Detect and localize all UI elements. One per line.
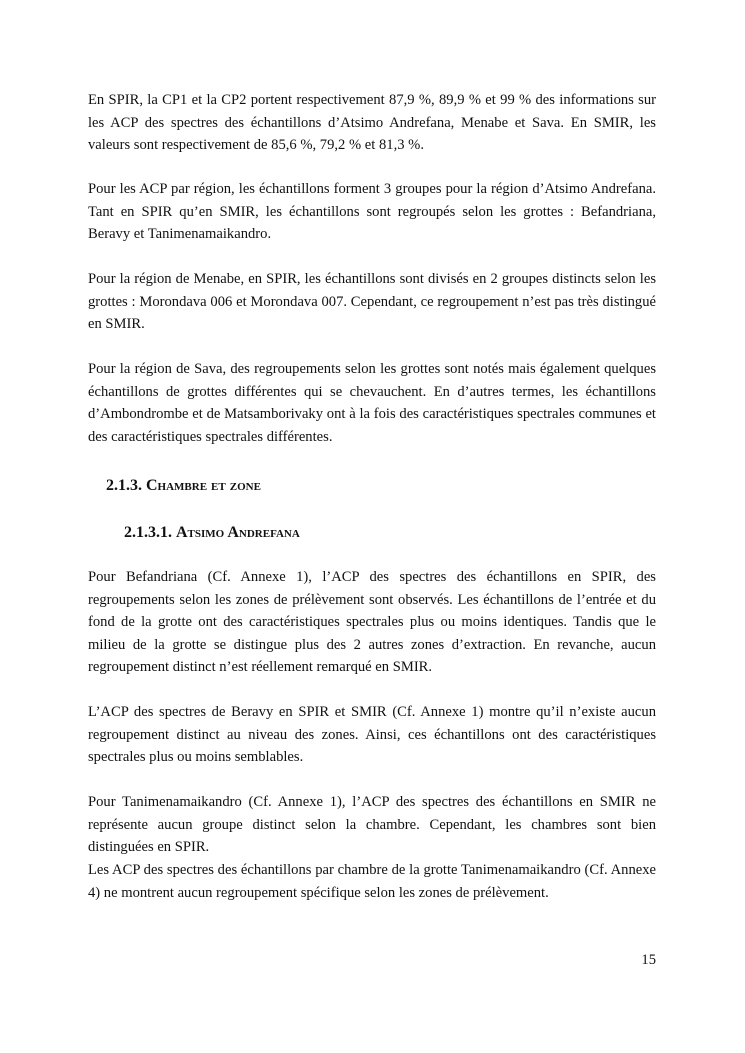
paragraph-beravy: L’ACP des spectres de Beravy en SPIR et SMIR (Cf. Annexe 1) montre qu’il n’existe aucun regroupement distinct au niveau des zones. Ainsi, ces échantillons ont des caractéristiques spectrales plus ou moins semblables. <box>88 704 656 766</box>
section-number: 2.1.3. <box>106 477 142 494</box>
subsection-title: Atsimo Andrefana <box>176 524 300 541</box>
page-number: 15 <box>641 952 656 968</box>
paragraph-chambre-zones: Les ACP des spectres des échantillons par chambre de la grotte Tanimenamaikandro (Cf. Annexe 4) ne montrent aucun regroupement spécifique selon les zones de prélèvement. <box>88 862 656 901</box>
paragraph-tanimenamaikandro: Pour Tanimenamaikandro (Cf. Annexe 1), l’ACP des spectres des échantillons en SMIR ne représente aucun groupe distinct selon la chambre. Cependant, les chambres sont bien distinguées en SPIR. <box>88 794 656 856</box>
paragraph-region-groups: Pour les ACP par région, les échantillons forment 3 groupes pour la région d’Atsimo Andrefana. Tant en SPIR qu’en SMIR, les échantillons sont regroupés selon les grottes : Befandriana, Beravy et Tanimenamaikandro. <box>88 181 656 243</box>
paragraph-befandriana: Pour Befandriana (Cf. Annexe 1), l’ACP des spectres des échantillons en SPIR, des regroupements selon les zones de prélèvement sont observés. Les échantillons de l’entrée et du fond de la grotte ont des caractéristiques spectrales plus ou moins identiques. Tandis que le milieu de la grotte se distingue plus des 2 autres zones d’extraction. En revanche, aucun regroupement distinct n’est réellement remarqué en SMIR. <box>88 569 656 676</box>
section-title: Chambre et zone <box>146 477 261 494</box>
subsection-number: 2.1.3.1. <box>124 524 172 541</box>
paragraph-sava: Pour la région de Sava, des regroupements selon les grottes sont notés mais également quelques échantillons de grottes différentes qui se chevauchent. En d’autres termes, les échantillons d’Ambondrombe et de Matsamborivaky ont à la fois des caractéristiques spectrales communes et des caractéristiques spectrales différentes. <box>88 361 656 445</box>
section-heading-2-1-3 <box>106 475 261 497</box>
subsection-heading-2-1-3-1 <box>124 522 300 544</box>
paragraph-variance: En SPIR, la CP1 et la CP2 portent respectivement 87,9 %, 89,9 % et 99 % des informations sur les ACP des spectres des échantillons d’Atsimo Andrefana, Menabe et Sava. En SMIR, les valeurs sont respectivement de 85,6 %, 79,2 % et 81,3 %. <box>88 92 656 154</box>
paragraph-menabe: Pour la région de Menabe, en SPIR, les échantillons sont divisés en 2 groupes distincts selon les grottes : Morondava 006 et Morondava 007. Cependant, ce regroupement n’est pas très distingué en SMIR. <box>88 271 656 333</box>
